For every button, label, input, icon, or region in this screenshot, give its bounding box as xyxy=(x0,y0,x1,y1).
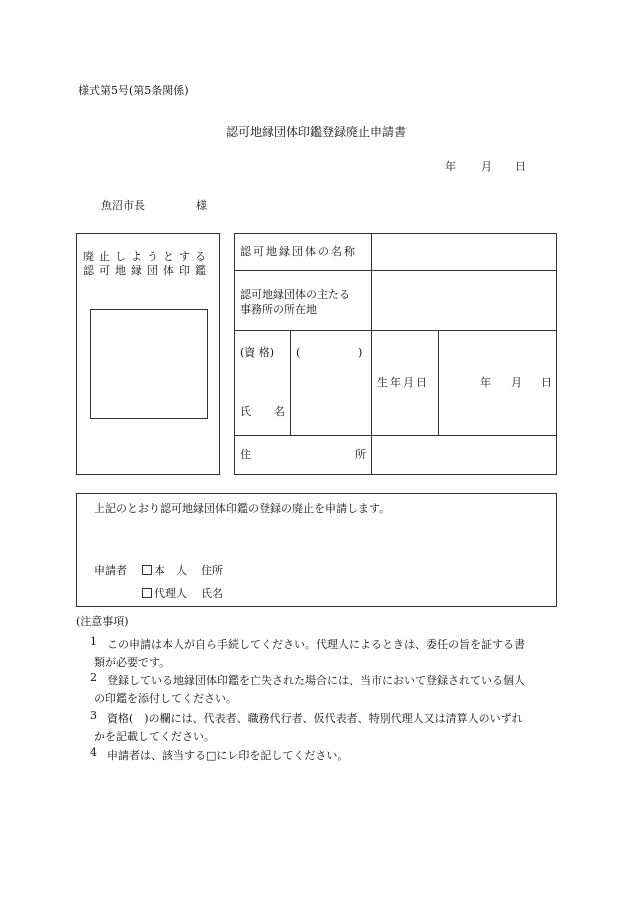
applicant-label: 申請者 xyxy=(94,564,127,577)
note-number-1: 1 xyxy=(90,635,97,648)
seal-impression-area[interactable] xyxy=(90,309,208,419)
birthdate-divider xyxy=(438,330,439,435)
birth-year-label: 年 xyxy=(480,376,491,389)
address-field-label: 住所 xyxy=(201,564,223,577)
note-number-2: 2 xyxy=(90,671,97,684)
addressee-honorific: 様 xyxy=(196,199,207,212)
notes-heading: (注意事項) xyxy=(76,615,129,628)
declaration-statement: 上記のとおり認可地縁団体印鑑の登録の廃止を申請します。 xyxy=(94,502,391,515)
self-checkbox[interactable] xyxy=(142,565,152,575)
birthdate-label: 生年月日 xyxy=(377,376,429,389)
note-4-line1: 申請者は、該当する□にレ印を記してください。 xyxy=(107,749,349,762)
qualification-paren-open: ( xyxy=(296,346,301,359)
name-label: 氏 名 xyxy=(240,405,291,418)
agent-checkbox[interactable] xyxy=(142,588,152,598)
row-divider-1 xyxy=(234,270,557,271)
label-column-divider xyxy=(371,233,372,475)
note-number-3: 3 xyxy=(90,709,97,722)
birth-month-label: 月 xyxy=(511,376,522,389)
date-day-label: 日 xyxy=(515,160,526,173)
date-year-label: 年 xyxy=(445,160,456,173)
seal-label-line1: 廃止しようとする xyxy=(83,250,211,263)
note-item-1 xyxy=(90,636,560,672)
qualification-divider xyxy=(290,330,291,435)
note-1-line1: この申請は本人が自ら手続してください。代理人によるときは、委任の旨を証する書 xyxy=(107,638,525,651)
note-3-line1: 資格( )の欄には、代表者、職務代行者、仮代表者、特別代理人又は清算人のいずれ xyxy=(107,712,523,725)
note-item-4 xyxy=(90,747,560,765)
form-title: 認可地縁団体印鑑登録廃止申請書 xyxy=(226,125,407,139)
note-item-2 xyxy=(90,672,560,708)
name-field-label: 氏名 xyxy=(201,587,223,600)
office-label-line2: 事務所の所在地 xyxy=(240,303,317,316)
row-divider-3 xyxy=(234,435,557,436)
note-3-line2: かを記載してください。 xyxy=(94,730,215,743)
note-item-3 xyxy=(90,710,560,746)
address-label-end: 所 xyxy=(355,448,366,461)
birth-day-label: 日 xyxy=(541,376,552,389)
row-divider-2 xyxy=(234,330,557,331)
qualification-paren-close: ) xyxy=(358,346,363,359)
seal-label-line2: 認可地縁団体印鑑 xyxy=(83,264,211,277)
note-1-line2: 類が必要です。 xyxy=(94,656,171,669)
address-field[interactable] xyxy=(373,437,555,473)
date-month-label: 月 xyxy=(481,160,492,173)
qualification-field[interactable] xyxy=(304,343,354,361)
note-2-line1: 登録している地縁団体印鑑を亡失された場合には、当市において登録されている個人 xyxy=(107,674,525,687)
group-name-label: 認可地縁団体の名称 xyxy=(240,245,357,258)
note-number-4: 4 xyxy=(90,746,97,759)
office-label-line1: 認可地縁団体の主たる xyxy=(240,288,350,301)
address-label-start: 住 xyxy=(240,448,251,461)
option-agent-label: 代理人 xyxy=(154,587,187,600)
form-number: 様式第5号(第5条関係) xyxy=(78,84,189,97)
group-name-field[interactable] xyxy=(373,235,555,269)
office-address-field[interactable] xyxy=(373,272,555,329)
addressee-mayor: 魚沼市長 xyxy=(101,199,145,212)
option-self-label: 本 人 xyxy=(154,564,187,577)
name-field[interactable] xyxy=(292,370,370,432)
qualification-label: (資 格) xyxy=(240,346,275,359)
note-2-line2: の印鑑を添付してください。 xyxy=(94,692,237,705)
